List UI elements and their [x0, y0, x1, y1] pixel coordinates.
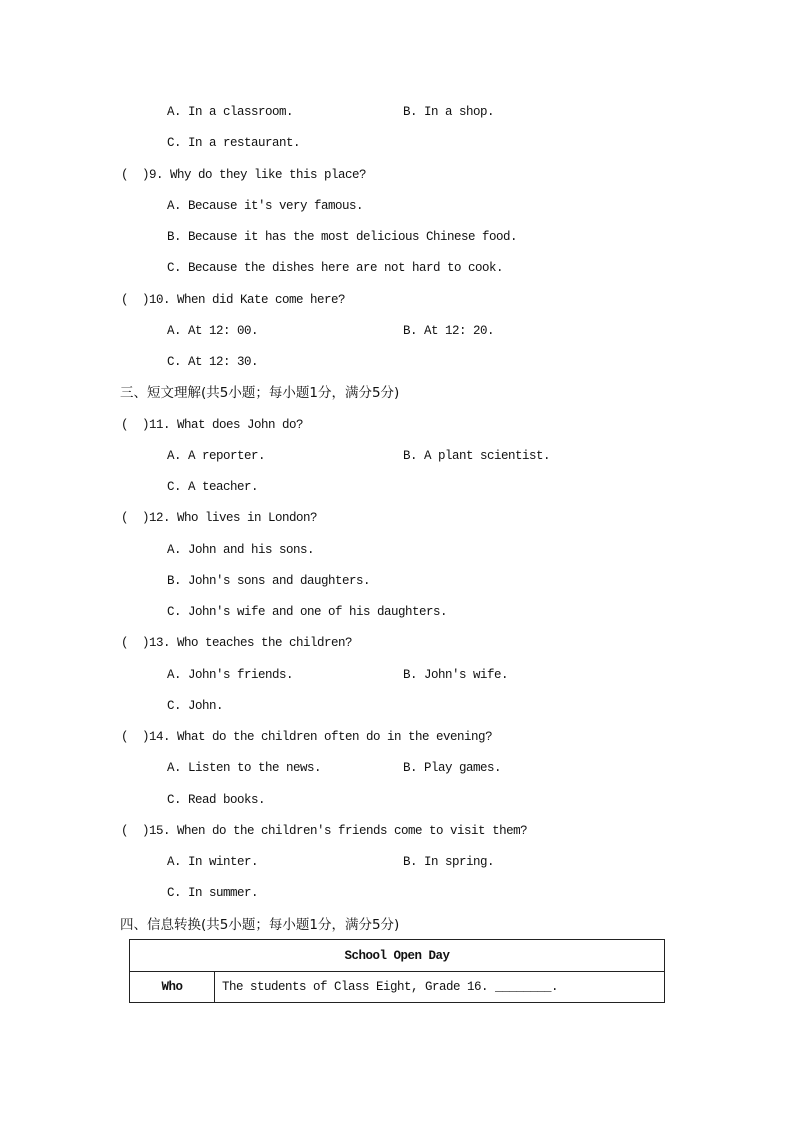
section-heading — [0, 910, 794, 941]
option-row — [0, 253, 794, 284]
option-row — [0, 97, 794, 128]
option-c: C. John. — [167, 698, 224, 713]
option-b: B. Because it has the most delicious Chinese food. — [167, 230, 518, 244]
table-row-value: The students of Class Eight, Grade 16. ________. — [215, 972, 665, 1003]
option-c: C. Because the dishes here are not hard to cook. — [167, 261, 504, 276]
option-row — [0, 347, 794, 378]
question-14-stem: ( )14. What do the children often do in the evening? — [121, 730, 493, 744]
option-row — [0, 222, 794, 253]
section-4-heading: 四、信息转换(共5小题；每小题1分，满分5分) — [120, 916, 400, 933]
question-11-stem: ( )11. What does John do? — [121, 417, 304, 432]
option-row — [0, 566, 794, 597]
option-b: B. John's sons and daughters. — [167, 573, 371, 588]
option-row — [0, 878, 794, 909]
option-c: C. John's wife and one of his daughters. — [167, 605, 448, 619]
info-table — [129, 939, 665, 1003]
question-list — [0, 97, 794, 941]
question-stem — [0, 816, 794, 847]
question-stem — [0, 160, 794, 191]
option-c: C. At 12: 30. — [167, 355, 259, 369]
question-stem — [0, 722, 794, 753]
option-row — [0, 472, 794, 503]
table-row-label: Who — [130, 972, 215, 1003]
option-a: A. A reporter. — [167, 448, 266, 463]
option-b: B. In spring. — [403, 855, 495, 869]
option-b: B. In a shop. — [403, 105, 495, 119]
option-row — [0, 660, 794, 691]
section-heading — [0, 378, 794, 409]
option-a: A. John and his sons. — [167, 542, 315, 557]
option-a: A. In a classroom. — [167, 105, 294, 119]
option-c: C. In summer. — [167, 886, 259, 901]
question-stem — [0, 285, 794, 316]
option-row — [0, 191, 794, 222]
option-row — [0, 316, 794, 347]
option-row — [0, 597, 794, 628]
question-stem — [0, 503, 794, 534]
question-9-stem: ( )9. Why do they like this place? — [121, 167, 367, 182]
option-c: C. A teacher. — [167, 480, 259, 494]
option-row — [0, 753, 794, 784]
option-row — [0, 785, 794, 816]
table-row — [130, 972, 665, 1003]
option-row — [0, 847, 794, 878]
option-row — [0, 441, 794, 472]
option-row — [0, 535, 794, 566]
option-row — [0, 128, 794, 159]
option-a: A. In winter. — [167, 855, 259, 869]
option-a: A. John's friends. — [167, 667, 294, 682]
question-12-stem: ( )12. Who lives in London? — [121, 511, 318, 526]
question-13-stem: ( )13. Who teaches the children? — [121, 636, 353, 651]
table-title: School Open Day — [130, 940, 665, 972]
option-a: A. Because it's very famous. — [167, 198, 364, 213]
option-b: B. Play games. — [403, 761, 502, 776]
option-c: C. Read books. — [167, 792, 266, 807]
option-b: B. John's wife. — [403, 667, 509, 682]
section-3-heading: 三、短文理解(共5小题；每小题1分，满分5分) — [120, 385, 400, 402]
option-row — [0, 691, 794, 722]
question-15-stem: ( )15. When do the children's friends come to visit them? — [121, 823, 528, 838]
table-title-row — [130, 940, 665, 972]
question-stem — [0, 628, 794, 659]
option-a: A. At 12: 00. — [167, 323, 259, 338]
option-b: B. At 12: 20. — [403, 323, 495, 338]
option-a: A. Listen to the news. — [167, 761, 322, 776]
option-c: C. In a restaurant. — [167, 136, 301, 151]
question-10-stem: ( )10. When did Kate come here? — [121, 292, 346, 307]
option-b: B. A plant scientist. — [403, 448, 551, 463]
question-stem — [0, 410, 794, 441]
